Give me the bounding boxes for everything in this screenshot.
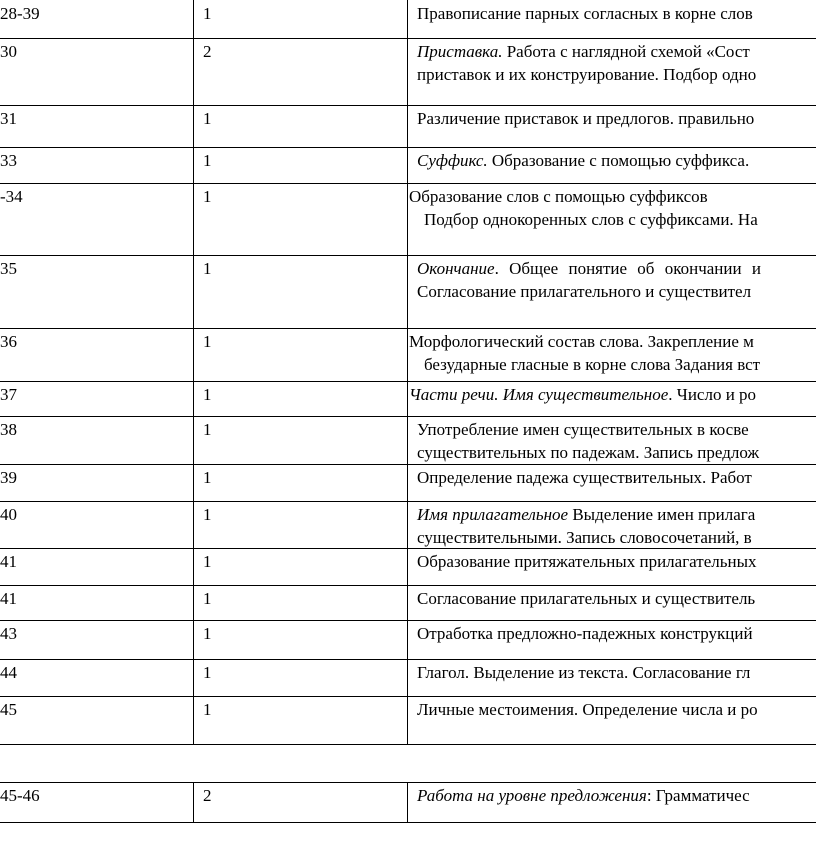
lesson-number-cell <box>0 659 193 696</box>
table-row <box>0 548 816 585</box>
hours-cell <box>193 105 407 147</box>
hours-cell <box>193 255 407 328</box>
hours-value: 1 <box>203 505 212 524</box>
table-row <box>0 620 816 659</box>
table-row <box>0 183 816 255</box>
hours-cell <box>193 548 407 585</box>
lesson-number-cell <box>0 548 193 585</box>
hours-value: 1 <box>203 332 212 351</box>
lesson-number-cell <box>0 0 193 38</box>
table-divider <box>0 585 816 586</box>
topic-text-line: Подбор однокоренных слов с суффиксами. На <box>424 210 758 229</box>
lesson-number: 41 <box>0 552 17 571</box>
lesson-number: 41 <box>0 589 17 608</box>
table-row <box>0 585 816 620</box>
lesson-number: 40 <box>0 505 17 524</box>
topic-cell <box>407 381 816 416</box>
lesson-number: 44 <box>0 663 17 682</box>
topic-text-line: Суффикс. Образование с помощью суффикса. <box>417 151 750 170</box>
table-divider <box>0 416 816 417</box>
topic-cell <box>407 464 816 501</box>
table-row <box>0 659 816 696</box>
topic-text-line: Личные местоимения. Определение числа и ро <box>417 700 758 719</box>
lesson-number: 39 <box>0 468 17 487</box>
table-row <box>0 464 816 501</box>
topic-text-line: Согласование прилагательных и существитель <box>417 589 756 608</box>
lesson-number-cell <box>0 696 193 744</box>
topic-text-line: Приставка. Работа с наглядной схемой «Сост <box>417 42 750 61</box>
lesson-number-cell <box>0 105 193 147</box>
topic-text-line: Имя прилагательное Выделение имен прилага <box>417 505 756 524</box>
table-row <box>0 696 816 744</box>
lesson-number-cell <box>0 147 193 183</box>
topic-cell <box>407 782 816 822</box>
topic-text-line: Определение падежа существительных. Работ <box>417 468 752 487</box>
lesson-number: 38 <box>0 420 17 439</box>
lesson-number: 31 <box>0 109 17 128</box>
table-divider <box>0 381 816 382</box>
topic-text-line: существительными. Запись словосочетаний, в <box>417 528 752 547</box>
hours-value: 1 <box>203 385 212 404</box>
topic-text-line: приставок и их конструирование. Подбор одно <box>417 65 757 84</box>
lesson-number-cell <box>0 416 193 464</box>
table-row <box>0 328 816 381</box>
hours-cell <box>193 0 407 38</box>
lesson-number-cell <box>0 501 193 548</box>
lesson-number: 30 <box>0 42 17 61</box>
hours-cell <box>193 659 407 696</box>
table-divider <box>0 744 816 745</box>
lesson-number: 45-46 <box>0 786 40 805</box>
topic-cell <box>407 0 816 38</box>
hours-value: 1 <box>203 468 212 487</box>
topic-cell <box>407 659 816 696</box>
topic-cell <box>407 620 816 659</box>
lesson-number: 35 <box>0 259 17 278</box>
topic-text-line: существительных по падежам. Запись предлож <box>417 443 760 462</box>
hours-cell <box>193 381 407 416</box>
hours-value: 1 <box>203 624 212 643</box>
topic-text-line: Образование притяжательных прилагательных <box>417 552 757 571</box>
lesson-number-cell <box>0 620 193 659</box>
topic-cell <box>407 696 816 744</box>
hours-cell <box>193 585 407 620</box>
hours-value: 2 <box>203 786 212 805</box>
hours-value: 1 <box>203 663 212 682</box>
table-row <box>0 38 816 105</box>
table-divider <box>0 38 816 39</box>
table-divider <box>0 105 816 106</box>
hours-value: 1 <box>203 420 212 439</box>
table-row <box>0 416 816 464</box>
hours-value: 1 <box>203 259 212 278</box>
lesson-number: 45 <box>0 700 17 719</box>
table-row <box>0 255 816 328</box>
table-divider <box>0 501 816 502</box>
table-divider <box>0 183 816 184</box>
hours-value: 1 <box>203 589 212 608</box>
hours-cell <box>193 328 407 381</box>
table-divider <box>0 620 816 621</box>
lesson-number-cell <box>0 464 193 501</box>
hours-cell <box>193 782 407 822</box>
lesson-number-cell <box>0 782 193 822</box>
hours-value: 1 <box>203 700 212 719</box>
topic-text-line: Употребление имен существительных в косве <box>417 420 749 439</box>
topic-cell <box>407 147 816 183</box>
table-row <box>0 147 816 183</box>
hours-cell <box>193 620 407 659</box>
hours-cell <box>193 696 407 744</box>
lesson-number-cell <box>0 381 193 416</box>
hours-cell <box>193 464 407 501</box>
topic-text-line: Окончание. Общее понятие об окончании и <box>417 259 761 278</box>
lesson-number: 37 <box>0 385 17 404</box>
topic-cell <box>407 548 816 585</box>
lesson-number: 28-39 <box>0 4 40 23</box>
hours-value: 1 <box>203 187 212 206</box>
hours-value: 1 <box>203 552 212 571</box>
table-divider <box>0 822 816 823</box>
hours-value: 2 <box>203 42 212 61</box>
topic-text-line: Работа на уровне предложения: Грамматичес <box>417 786 750 805</box>
topic-cell <box>407 255 816 328</box>
hours-value: 1 <box>203 4 212 23</box>
table-divider <box>0 782 816 783</box>
table-row <box>0 105 816 147</box>
topic-cell <box>407 328 816 381</box>
lesson-number-cell <box>0 38 193 105</box>
topic-text-line: Глагол. Выделение из текста. Согласование гл <box>417 663 751 682</box>
topic-cell <box>407 501 816 548</box>
topic-cell <box>407 38 816 105</box>
lesson-number-cell <box>0 585 193 620</box>
table-divider <box>0 255 816 256</box>
hours-cell <box>193 183 407 255</box>
table-divider <box>0 147 816 148</box>
lesson-number-cell <box>0 328 193 381</box>
topic-text-line: Правописание парных согласных в корне слов <box>417 4 753 23</box>
table-row <box>0 782 816 822</box>
topic-cell <box>407 416 816 464</box>
hours-cell <box>193 416 407 464</box>
topic-text-line: Отработка предложно-падежных конструкций <box>417 624 753 643</box>
hours-cell <box>193 147 407 183</box>
topic-text-line: безударные гласные в корне слова Задания вст <box>424 355 761 374</box>
table-divider <box>0 696 816 697</box>
hours-cell <box>193 38 407 105</box>
lesson-number-cell <box>0 255 193 328</box>
table-divider <box>0 659 816 660</box>
topic-text-line: Морфологический состав слова. Закрепление м <box>409 332 754 351</box>
lesson-number: -34 <box>0 187 23 206</box>
topic-cell <box>407 105 816 147</box>
table-row <box>0 0 816 38</box>
table-row <box>0 381 816 416</box>
table-divider <box>0 464 816 465</box>
topic-text-line: Образование слов с помощью суффиксов <box>409 187 708 206</box>
table-row <box>0 501 816 548</box>
table-divider <box>0 328 816 329</box>
lesson-number: 33 <box>0 151 17 170</box>
lesson-number: 36 <box>0 332 17 351</box>
topic-text-line: Согласование прилагательного и существител <box>417 282 752 301</box>
hours-value: 1 <box>203 151 212 170</box>
topic-text-line: Различение приставок и предлогов. правильно <box>417 109 755 128</box>
table-divider <box>0 548 816 549</box>
topic-text-line: Части речи. Имя существительное. Число и ро <box>409 385 757 404</box>
lesson-number-cell <box>0 183 193 255</box>
topic-cell <box>407 183 816 255</box>
lesson-number: 43 <box>0 624 17 643</box>
topic-cell <box>407 585 816 620</box>
hours-cell <box>193 501 407 548</box>
hours-value: 1 <box>203 109 212 128</box>
